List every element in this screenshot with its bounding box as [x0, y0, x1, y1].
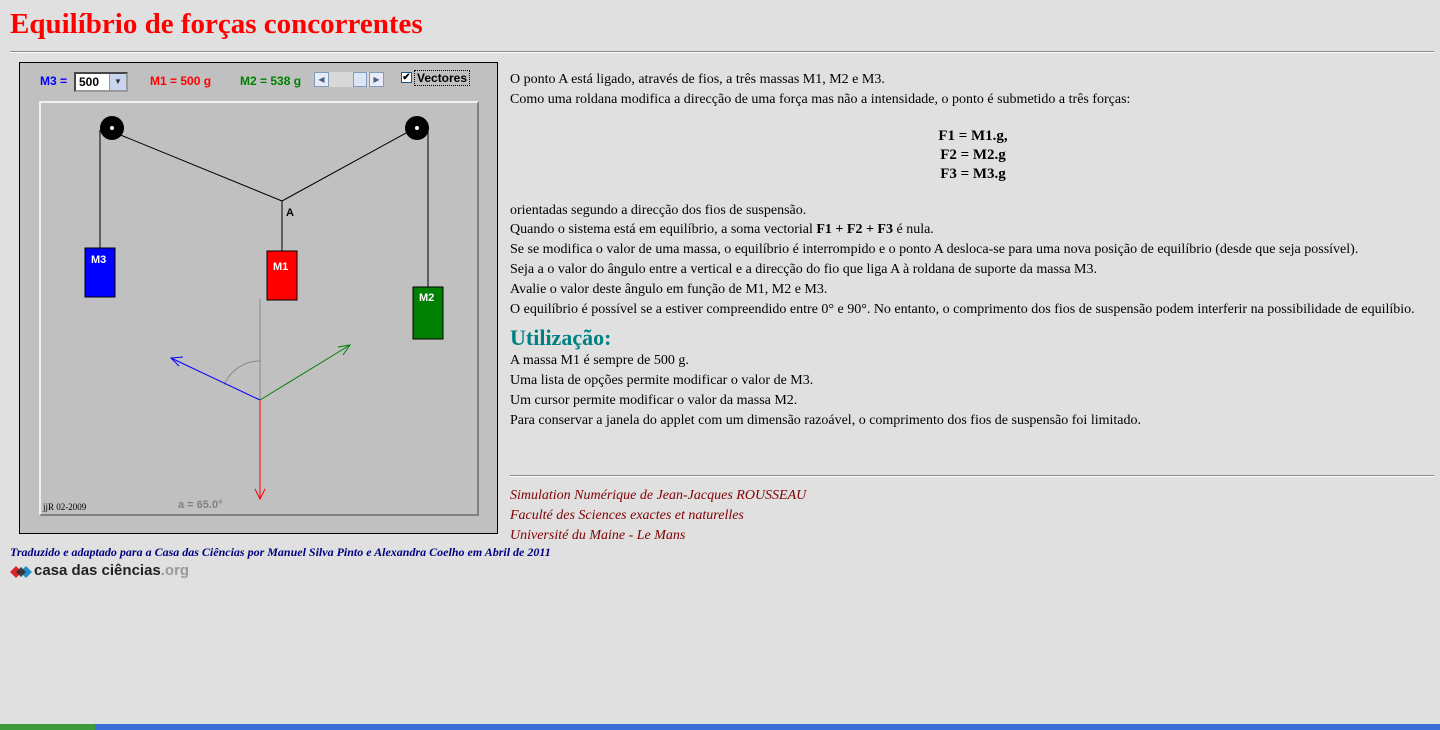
m2-label: M2 = 538 g	[240, 74, 302, 88]
intro-line-1: O ponto A está ligado, através de fios, a três massas M1, M2 e M3.	[510, 72, 885, 87]
string-left-pulley-to-a	[101, 127, 282, 201]
mass-m1	[267, 251, 297, 300]
paragraph-2-start: Quando o sistema está em equilíbrio, a soma vectorial	[510, 222, 817, 238]
usage-heading: Utilização:	[510, 325, 612, 351]
m3-select[interactable]	[74, 72, 128, 92]
logo-name: casa das ciências	[34, 562, 161, 579]
m1-label: M1 = 500 g	[150, 74, 212, 88]
mass-m2-label: M2	[419, 292, 435, 304]
formula-f1: F1 = M1.g,	[938, 127, 1008, 144]
simulation-canvas[interactable]	[39, 101, 479, 516]
slider-thumb[interactable]	[353, 72, 367, 87]
usage-line-4: Para conservar a janela do applet com um dimensão razoável, o comprimento dos fios de suspensão foi limitado.	[510, 412, 1141, 428]
point-a-label: A	[286, 207, 294, 219]
logo-suffix: .org	[160, 562, 190, 579]
simulation-drawing	[41, 103, 477, 514]
credit-author: Simulation Numérique de Jean-Jacques ROUSSEAU	[510, 488, 807, 503]
m2-slider[interactable]	[314, 72, 384, 87]
vector-f2	[260, 345, 350, 400]
explanation-text	[510, 70, 1436, 431]
page-title: Equilíbrio de forças concorrentes	[10, 8, 423, 40]
mass-m3-label: M3	[91, 254, 107, 266]
formula-f2: F2 = M2.g	[940, 146, 1006, 163]
usage-line-1: A massa M1 é sempre de 500 g.	[510, 353, 689, 369]
paragraph-6: O equilíbrio é possível se a estiver compreendido entre 0° e 90°. No entanto, o comprimento dos fios de suspensão podem interferir na possibilidade de equilíbio.	[510, 301, 1415, 317]
logo-text	[34, 562, 189, 579]
usage-line-2: Uma lista de opções permite modificar o valor de M3.	[510, 373, 814, 389]
mass-m1-label: M1	[273, 261, 289, 273]
string-right-pulley-to-a	[282, 127, 417, 201]
paragraph-2-end: é nula.	[892, 222, 934, 238]
chevron-down-icon[interactable]: ▼	[109, 74, 126, 90]
m3-label: M3 =	[40, 74, 68, 88]
vectores-label[interactable]: Vectores	[414, 70, 470, 86]
logo-mark-icon	[10, 564, 32, 580]
intro-line-2: Como uma roldana modifica a direcção de uma força mas não a intensidade, o ponto é submetido a três forças:	[510, 91, 1131, 107]
paragraph-4: Seja a o valor do ângulo entre a vertical e a direcção do fio que liga A à roldana de suporte da massa M3.	[510, 261, 1098, 277]
translation-note: Traduzido e adaptado para a Casa das Ciências por Manuel Silva Pinto e Alexandra Coelho em Abril de 2011	[10, 545, 551, 559]
applet-signature: jjR 02-2009	[43, 502, 87, 512]
paragraph-3: Se se modifica o valor de uma massa, o equilíbrio é interrompido e o ponto A desloca-se para uma nova posição de equilíbrio (desde que seja possível).	[510, 242, 1359, 258]
credit-faculty: Faculté des Sciences exactes et naturelles	[510, 508, 744, 523]
slider-right-arrow-icon[interactable]: ▶	[369, 72, 384, 87]
start-button[interactable]	[0, 724, 95, 730]
m3-select-value: 500	[79, 75, 100, 89]
credits-divider	[510, 475, 1434, 477]
vector-f3-arrowhead	[171, 357, 183, 366]
slider-left-arrow-icon[interactable]: ◀	[314, 72, 329, 87]
equilibrium-applet[interactable]	[19, 62, 498, 534]
vector-sum: F1 + F2 + F3	[816, 222, 893, 238]
credit-university: Université du Maine - Le Mans	[510, 528, 686, 543]
paragraph-2	[510, 220, 1436, 240]
paragraph-1: orientadas segundo a direcção dos fios de suspensão.	[510, 202, 807, 218]
force-formulas	[510, 127, 1436, 184]
taskbar	[0, 724, 1440, 730]
right-pulley-axle	[415, 126, 419, 130]
slider-track[interactable]	[329, 72, 369, 87]
top-divider	[10, 51, 1434, 53]
angle-readout: a = 65.0°	[178, 499, 223, 511]
formula-f3: F3 = M3.g	[940, 165, 1006, 182]
left-pulley-axle	[110, 126, 114, 130]
usage-line-3: Um cursor permite modificar o valor da massa M2.	[510, 392, 798, 408]
vector-f3	[171, 358, 260, 400]
angle-arc	[224, 361, 260, 385]
credits	[510, 486, 806, 546]
paragraph-5: Avalie o valor deste ângulo em função de M1, M2 e M3.	[510, 281, 828, 297]
vectores-checkbox[interactable]: ✔	[402, 72, 411, 83]
